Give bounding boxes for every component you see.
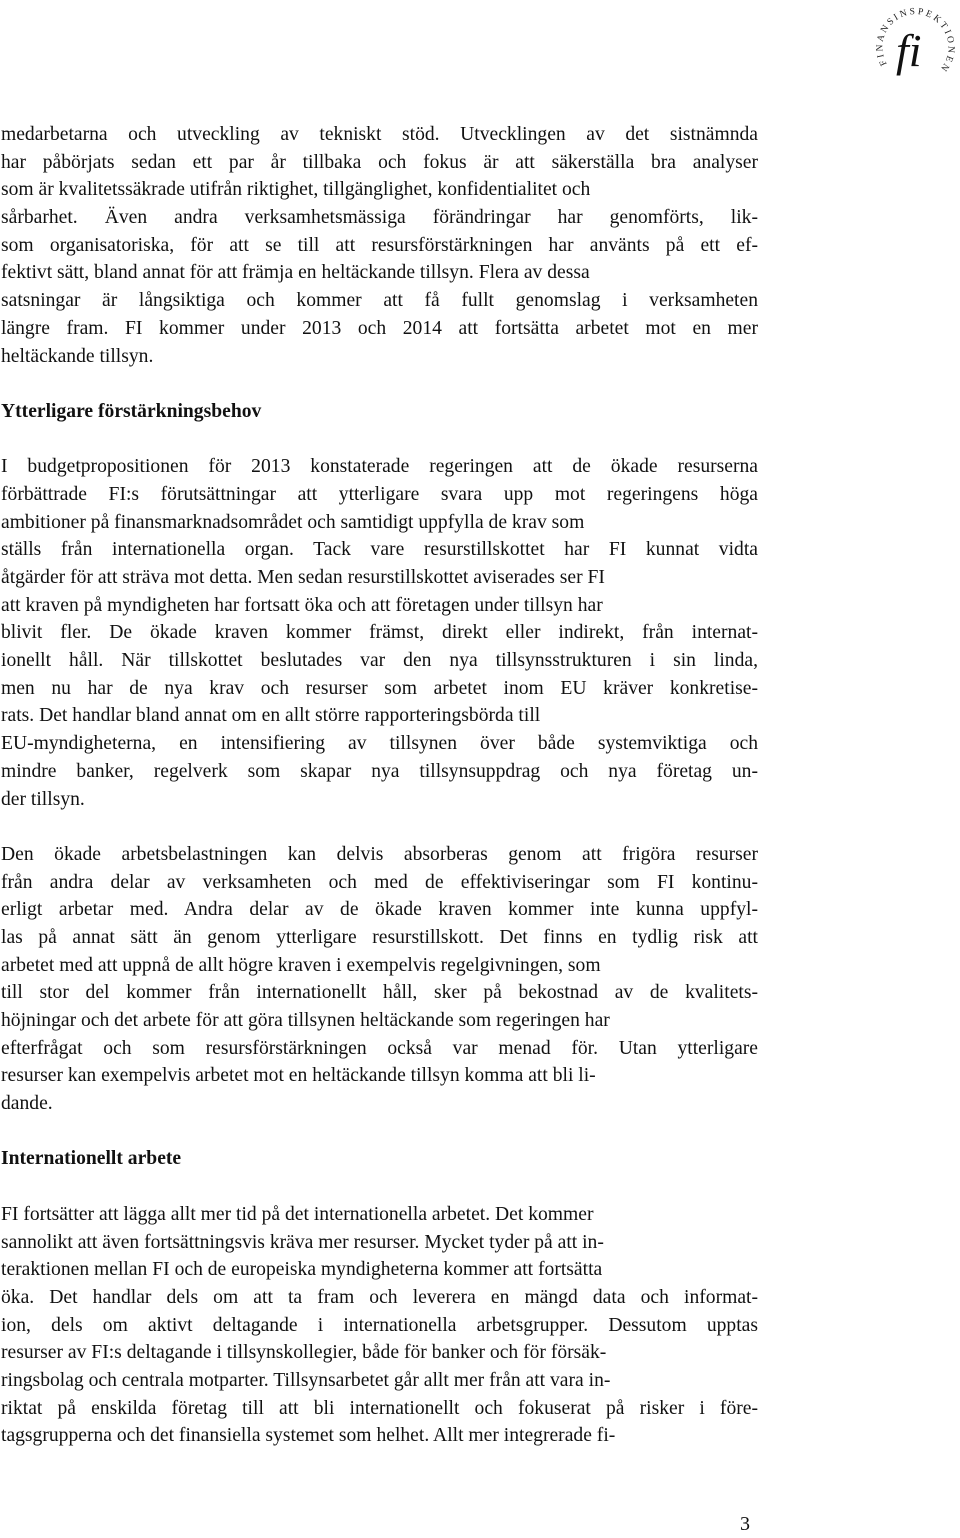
logo-ring-text: FINANSINSPEKTIONEN — [875, 7, 956, 75]
text-line: åtgärder för att sträva mot detta. Men sedan resurstillskottet aviserades ser FI — [1, 567, 605, 588]
document-body — [1, 121, 758, 1450]
text-line: från andra delar av verksamheten och med de effektiviseringar som FI kontinu- — [1, 871, 758, 893]
text-line: ion, dels om aktivt deltagande i internationella arbetsgrupper. Dessutom upptas — [1, 1314, 758, 1336]
text-line: rats. Det handlar bland annat om en allt större rapporteringsbörda till — [1, 705, 541, 727]
paragraph-4 — [1, 1201, 758, 1450]
text-line: ionellt håll. När tillskottet beslutades var den nya tillsynsstrukturen i sin linda, — [1, 650, 758, 672]
paragraph-1 — [1, 121, 758, 370]
text-line: höjningar och det arbete för att göra tillsynen heltäckande som regeringen har — [1, 1010, 610, 1031]
text-line: som organisatoriska, för att se till att resursförstärkningen har använts på ett ef- — [1, 234, 758, 256]
text-line: ambitioner på finansmarknadsområdet och samtidigt uppfylla de krav som — [1, 511, 585, 533]
text-line: längre fram. FI kommer under 2013 och 2014 att fortsätta arbetet mot en mer — [1, 317, 758, 339]
logo-monogram: fi — [896, 25, 922, 76]
text-line: erligt arbetar med. Andra delar av de ökade kraven kommer inte kunna uppfyl- — [1, 899, 758, 921]
text-line: som är kvalitetssäkrade utifrån riktighet, tillgänglighet, konfidentialitet och — [1, 179, 591, 201]
spacer — [1, 813, 758, 841]
text-line: EU-myndigheterna, en intensifiering av tillsynen över både systemviktiga och — [1, 733, 758, 755]
text-line: dande. — [1, 1093, 53, 1115]
text-line: FI fortsätter att lägga allt mer tid på det internationella arbetet. Det kommer — [1, 1203, 594, 1225]
spacer — [1, 426, 758, 454]
paragraph-2 — [1, 453, 758, 813]
text-line: men nu har de nya krav och resurser som arbetet inom EU kräver konkretise- — [1, 677, 758, 699]
text-line: satsningar är långsiktiga och kommer att få fullt genomslag i verksamheten — [1, 290, 758, 312]
text-line: tagsgrupperna och det finansiella systemet som helhet. Allt mer integrerade fi- — [1, 1425, 616, 1447]
text-line: arbetet med att uppnå de allt högre kraven i exempelvis regelgivningen, som — [1, 954, 601, 976]
text-line: riktat på enskilda företag till att bli internationellt och fokuserat på risker i före- — [1, 1397, 758, 1419]
fi-logo-icon — [873, 2, 957, 86]
text-line: heltäckande tillsyn. — [1, 345, 154, 367]
text-line: att kraven på myndigheten har fortsatt öka och att företagen under tillsyn har — [1, 594, 603, 616]
text-line: mindre banker, regelverk som skapar nya tillsynsuppdrag och nya företag un- — [1, 760, 758, 782]
text-line: ställs från internationella organ. Tack vare resurstillskottet har FI kunnat vidta — [1, 539, 758, 561]
text-line: till stor del kommer från internationellt håll, sker på bekostnad av de kvalitets- — [1, 982, 758, 1004]
text-line: Den ökade arbetsbelastningen kan delvis absorberas genom att frigöra resurser — [1, 843, 758, 865]
spacer — [1, 370, 758, 398]
text-line: blivit fler. De ökade kraven kommer främst, direkt eller indirekt, från internat- — [1, 622, 758, 644]
text-line: sårbarhet. Även andra verksamhetsmässiga förändringar har genomförts, lik- — [1, 207, 758, 229]
text-line: resurser kan exempelvis arbetet mot en heltäckande tillsyn komma att bli li- — [1, 1065, 596, 1087]
text-line: resurser av FI:s deltagande i tillsynskollegier, både för banker och för försäk- — [1, 1342, 607, 1364]
paragraph-3 — [1, 841, 758, 1118]
text-line: sannolikt att även fortsättningsvis kräva mer resurser. Mycket tyder på att in- — [1, 1231, 604, 1253]
finansinspektionen-logo — [873, 2, 957, 86]
text-line: der tillsyn. — [1, 788, 85, 810]
text-line: förbättrade FI:s förutsättningar att ytterligare svara upp mot regeringens höga — [1, 483, 758, 505]
text-line: las på annat sätt än genom ytterligare resurstillskott. Det finns en tydlig risk att — [1, 926, 758, 948]
section-heading: Ytterligare förstärkningsbehov — [1, 400, 262, 422]
spacer — [1, 1173, 758, 1201]
text-line: efterfrågat och som resursförstärkningen också var menad för. Utan ytterligare — [1, 1037, 758, 1059]
text-line: I budgetpropositionen för 2013 konstaterade regeringen att de ökade resurserna — [1, 456, 758, 478]
text-line: har påbörjats sedan ett par år tillbaka och fokus är att säkerställa bra analyser — [1, 151, 758, 173]
spacer — [1, 1118, 758, 1146]
text-line: öka. Det handlar dels om att ta fram och leverera en mängd data och informat- — [1, 1286, 758, 1308]
text-line: medarbetarna och utveckling av tekniskt stöd. Utvecklingen av det sistnämnda — [1, 124, 758, 145]
page-number: 3 — [740, 1513, 750, 1535]
text-line: ringsbolag och centrala motparter. Tillsynsarbetet går allt mer från att vara in- — [1, 1369, 611, 1391]
text-line: teraktionen mellan FI och de europeiska myndigheterna kommer att fortsätta — [1, 1259, 603, 1281]
section-heading: Internationellt arbete — [1, 1148, 182, 1170]
text-line: fektivt sätt, bland annat för att främja en heltäckande tillsyn. Flera av dessa — [1, 262, 590, 284]
